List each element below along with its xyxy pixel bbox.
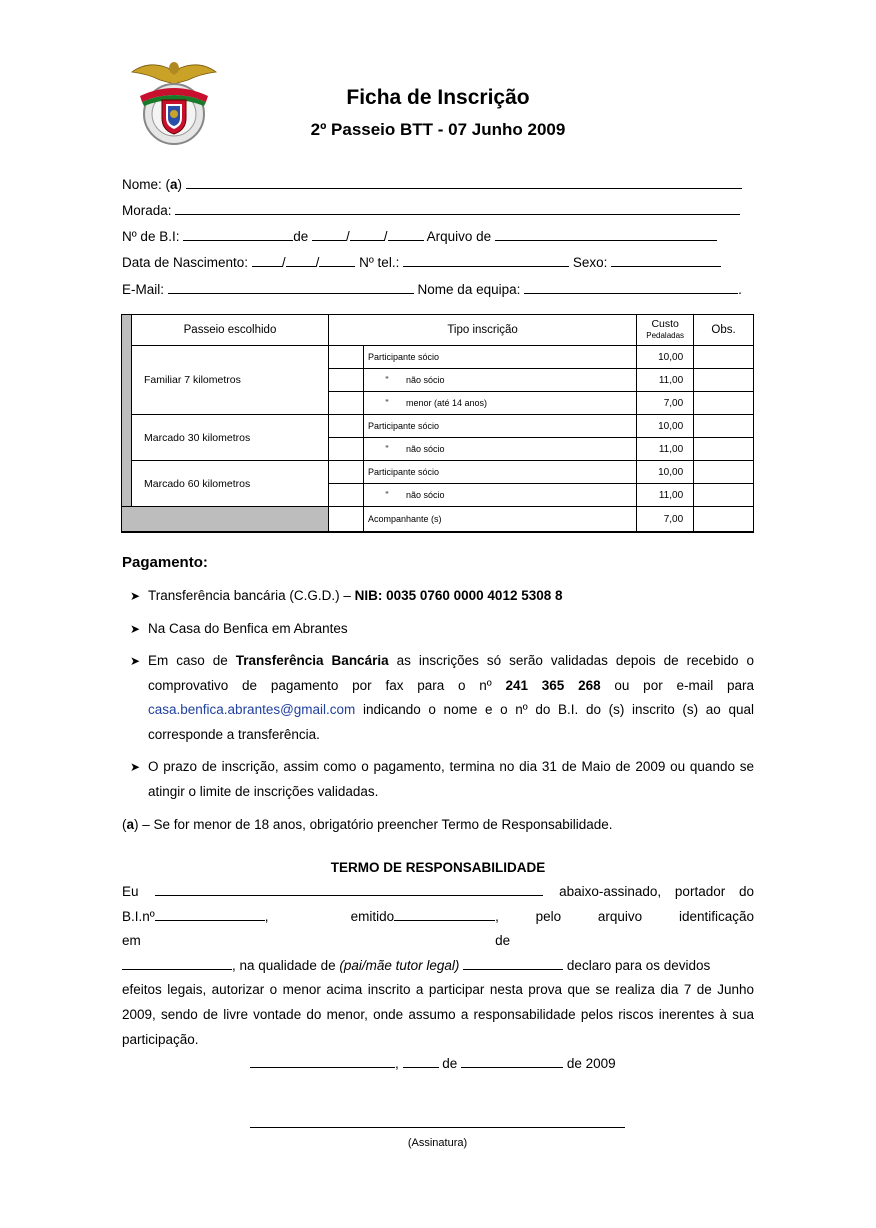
arrow-bullet-icon: ➤ — [130, 654, 141, 668]
signature-label: (Assinatura) — [407, 1137, 468, 1149]
passeio-name: Marcado 60 kilometros — [132, 461, 329, 507]
field-emitido-em[interactable] — [394, 908, 495, 921]
cost-cell: 7,00 — [637, 507, 694, 533]
tipo-cell: Acompanhante (s) — [364, 507, 637, 533]
pagamento-title: Pagamento: — [122, 554, 208, 571]
obs-cell[interactable] — [694, 507, 754, 533]
obs-cell[interactable] — [694, 438, 754, 461]
field-qualidade[interactable] — [463, 957, 563, 970]
header-passeio: Passeio escolhido — [132, 315, 329, 346]
obs-cell[interactable] — [694, 392, 754, 415]
cost-cell: 10,00 — [637, 415, 694, 438]
termo-body: Eu abaixo-assinado, portador do B.I.nº , emitido em , pelo arquivo identificação de , na qualidade de (pai/mãe tutor legal) declaro para os devidos efeitos legais, autorizar o menor acima inscrito a participar nesta prova que se realiza dia 7 de Junho 2009, sendo de livre vontade do menor, onde assumo a responsabilidade pelos riscos inerentes à sua participação. — [122, 884, 754, 1047]
signature-line[interactable] — [250, 1127, 625, 1128]
cost-cell: 11,00 — [637, 438, 694, 461]
table-header-row — [122, 315, 754, 346]
obs-cell[interactable] — [694, 461, 754, 484]
select-box[interactable] — [329, 346, 364, 369]
tipo-cell: " não sócio — [364, 369, 637, 392]
date-line: , de de 2009 — [250, 1055, 616, 1071]
tipo-cell: Participante sócio — [364, 415, 637, 438]
field-morada[interactable]: Morada: — [122, 202, 740, 218]
passeio-name: Familiar 7 kilometros — [132, 346, 329, 415]
field-nome[interactable]: Nome: (a) — [122, 176, 742, 192]
cost-cell: 11,00 — [637, 484, 694, 507]
minor-note: (a) – Se for menor de 18 anos, obrigatório preencher Termo de Responsabilidade. — [122, 817, 613, 832]
field-nome-responsavel[interactable] — [155, 883, 543, 896]
field-email[interactable]: E-Mail: Nome da equipa: . — [122, 282, 742, 297]
cost-cell: 11,00 — [637, 369, 694, 392]
obs-cell[interactable] — [694, 415, 754, 438]
select-box[interactable] — [329, 507, 364, 533]
cost-cell: 7,00 — [637, 392, 694, 415]
table-row — [122, 415, 754, 438]
select-box[interactable] — [329, 415, 364, 438]
obs-cell[interactable] — [694, 484, 754, 507]
cost-cell: 10,00 — [637, 346, 694, 369]
field-bi-responsavel[interactable] — [155, 908, 265, 921]
tipo-cell: Participante sócio — [364, 346, 637, 369]
tipo-cell: Participante sócio — [364, 461, 637, 484]
field-mes[interactable] — [461, 1055, 563, 1068]
arrow-bullet-icon: ➤ — [130, 589, 141, 603]
arrow-bullet-icon: ➤ — [130, 621, 141, 636]
header-custo: Custo Pedaladas — [637, 315, 694, 346]
passeio-name: Marcado 30 kilometros — [132, 415, 329, 461]
table-shade — [122, 315, 132, 507]
select-box[interactable] — [329, 461, 364, 484]
field-arquivo[interactable] — [122, 957, 232, 970]
obs-cell[interactable] — [694, 346, 754, 369]
table-row — [122, 346, 754, 369]
field-local[interactable] — [250, 1055, 395, 1068]
select-box[interactable] — [329, 484, 364, 507]
cost-cell: 10,00 — [637, 461, 694, 484]
table-row — [122, 461, 754, 484]
header-obs: Obs. — [694, 315, 754, 346]
registration-table — [121, 314, 754, 533]
tipo-cell: " menor (até 14 anos) — [364, 392, 637, 415]
arrow-bullet-icon: ➤ — [130, 760, 141, 774]
header-tipo: Tipo inscrição — [329, 315, 637, 346]
pagamento-list — [130, 584, 754, 812]
tipo-cell: " não sócio — [364, 438, 637, 461]
list-item: ➤ Transferência bancária (C.G.D.) – NIB: 0035 0760 0000 4012 5308 8 — [130, 584, 754, 609]
field-dia[interactable] — [403, 1055, 439, 1068]
termo-title: TERMO DE RESPONSABILIDADE — [330, 860, 546, 875]
form-title: Ficha de Inscrição — [346, 86, 530, 109]
table-row-acompanhante — [122, 507, 754, 533]
field-bi[interactable]: Nº de B.I: de / / Arquivo de — [122, 228, 717, 244]
list-item: ➤ O prazo de inscrição, assim como o pagamento, termina no dia 31 de Maio de 2009 ou quando se atingir o limite de inscrições validadas. — [130, 755, 754, 804]
field-nascimento[interactable]: Data de Nascimento: / / Nº tel.: Sexo: — [122, 254, 721, 270]
shade-cell — [122, 507, 329, 533]
obs-cell[interactable] — [694, 369, 754, 392]
email-link[interactable]: casa.benfica.abrantes@gmail.com — [148, 702, 356, 717]
select-box[interactable] — [329, 369, 364, 392]
tipo-cell: " não sócio — [364, 484, 637, 507]
list-item: ➤ Em caso de Transferência Bancária as inscrições só serão validadas depois de recebido o comprovativo de pagamento por fax para o nº 241 365 268 ou por e-mail para casa.benfica.abrantes@gmail.com indicando o nome e o nº do B.I. do (s) inscrito (s) ao qual corresponde a transferência. — [130, 649, 754, 747]
list-item: ➤ Na Casa do Benfica em Abrantes — [130, 617, 754, 642]
select-box[interactable] — [329, 438, 364, 461]
select-box[interactable] — [329, 392, 364, 415]
event-subtitle: 2º Passeio BTT - 07 Junho 2009 — [310, 120, 566, 139]
